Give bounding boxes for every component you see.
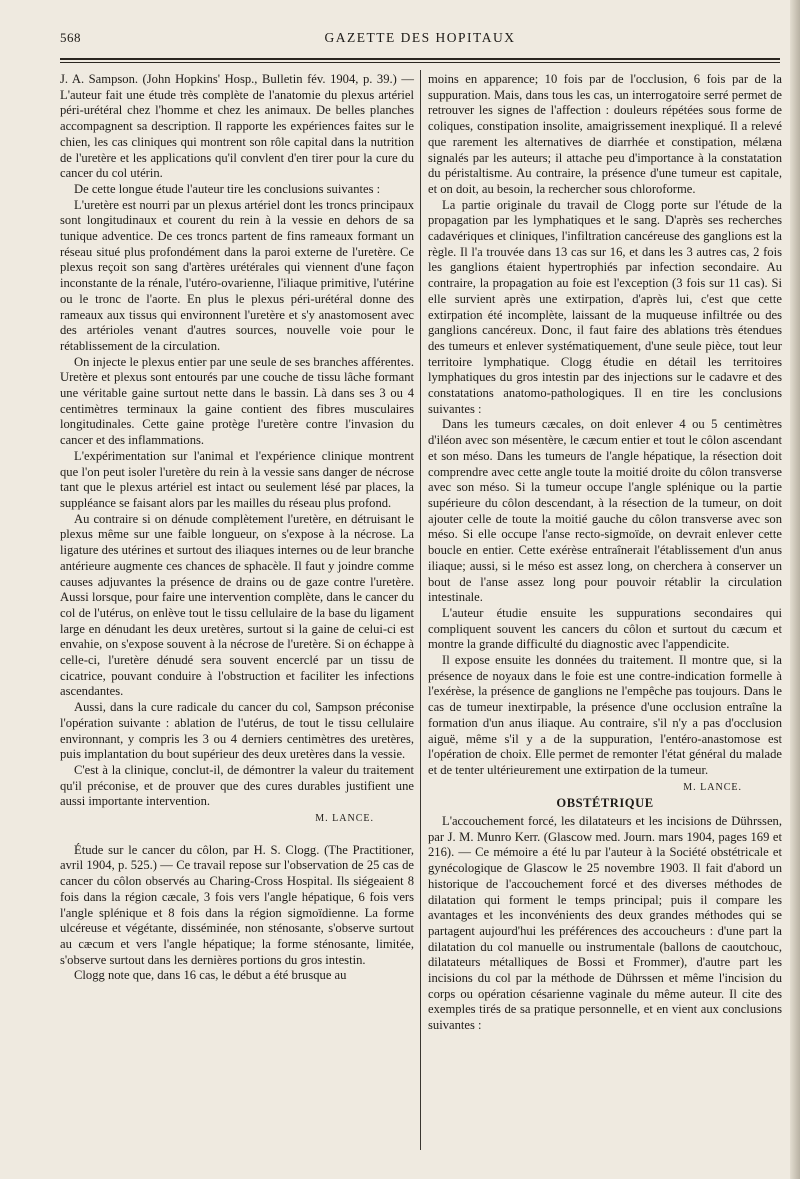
right-column: [428, 72, 782, 1034]
header-rule-thin: [60, 62, 780, 63]
paragraph: C'est à la clinique, conclut-il, de démontrer la valeur du traitement qu'il préconise, et de prouver que des cures durables justifient une aussi importante intervention.: [60, 762, 414, 809]
paragraph: Dans les tumeurs cæcales, on doit enlever 4 ou 5 centimètres d'iléon avec son mésentère, le cæcum entier et tout le côlon ascendant et son méso. Dans les tumeurs de l'angle hépatique, la résection doit comprendre avec cette angle toute la moitié droite du côlon transverse avec son méso. Si la tumeur occupe l'angle splénique ou la partie supérieure du côlon descendant, à la résection de la tumeur, on doit ajouter celle de toute la moitié gauche du côlon transverse avec son méso. Si elle occupe l'anse recto-sigmoïde, on devrait enlever cette boucle en entier. Cette exérèse entraînerait l'établissement d'un anus iliaque; aussi, si le méso est assez long, on cherchera à conserver un bout de l'anse assez long pour pouvoir rétablir la circulation intestinale.: [428, 417, 782, 605]
paragraph-continued: moins en apparence; 10 fois par de l'occlusion, 6 fois par de la suppuration. Mais, dans tous les cas, un interrogatoire serré permet de retrouver les signes de l'affection : douleurs répétées sous forme de coliques, constipation insolite, amaigrissement inexpliqué. Il a relevé que rarement les alternatives de diarrhée et constipation, mélæna signalés par les auteurs; il attache peu d'importance à la constatation du péristaltisme. Au contraire, la présence d'une tumeur est capitale, et on doit, au besoin, la rechercher sous chloroforme.: [428, 72, 782, 196]
paragraph: On injecte le plexus entier par une seule de ses branches afférentes. Uretère et plexus sont entourés par une couche de tissu lâche formant une véritable gaine surtout nette dans le bassin. Là dans ses 3 ou 4 centimètres terminaux la gaine contient des fibres musculaires longitudinales. Cette gaine protège l'uretère contre l'invasion du cancer et des inflammations.: [60, 354, 414, 448]
page-number: 568: [60, 30, 81, 45]
paragraph: L'uretère est nourri par un plexus artériel dont les troncs principaux sont longitudinaux et courent du rein à la vessie en dehors de sa tunique adventice. De ces troncs partent de fins rameaux formant un réseau situé plus profondément dans la paroi externe de l'uretère. Ce plexus reçoit son sang d'artères urétérales qui viennent d'une façon inconstante de la rénale, l'utéro-ovarienne, l'iliaque primitive, l'utérine ou le tronc de l'aorte. En plus le plexus péri-urétéral donne des rameaux aux tissus qui environnent l'uretère et s'y anastomosent avec des artérioles venant d'autres sources, nouvelle voie pour le rétablissement de la circulation.: [60, 197, 414, 353]
paragraph: La partie originale du travail de Clogg porte sur l'étude de la propagation par les lymphatiques et le sang. D'après ses recherches cadavériques et cliniques, l'infiltration cancéreuse des ganglions est la règle. Il l'a trouvée dans 13 cas sur 16, et dans les 3 autres cas, 2 fois les ganglions étaient hypertrophiés par infection secondaire. Au contraire, la propagation au foie est l'exception (3 fois sur 11 cas). Si elle survient après une extirpation, d'après lui, c'est que cette extirpation été incomplète, laissant de la muqueuse infiltrée ou des ganglions cancéreux. Donc, il faut faire des ablations très étendues des tumeurs et enlever systématiquement, d'une seule pièce, tout leur territoire lymphatique. Clogg étudie en détail les territoires lymphatiques du gros intestin par des injections sur le cadavre et des constatations anatomo-pathologiques. Il en tire les conclusions suivantes :: [428, 197, 782, 416]
section-heading: OBSTÉTRIQUE: [556, 796, 654, 811]
reviewer-signature: M. LANCE.: [683, 781, 742, 793]
page-header: [60, 30, 780, 52]
paragraph: L'auteur étudie ensuite les suppurations secondaires qui compliquent souvent les cancers du côlon et surtout du cæcum et montre la grande difficulté du diagnostic avec l'appendicite.: [428, 605, 782, 652]
kerr-review-opening: L'accouchement forcé, les dilatateurs et les incisions de Dührssen, par J. M. Munro Kerr. (Glascow med. Journ. mars 1904, pages 169 et 216). — Ce mémoire a été lu par l'auteur à la Société obstétricale et gynécologique de Glascow le 25 novembre 1903. Il fait d'abord un historique de l'accouchement forcé et des diverses méthodes de dilatation qui forment le temps principal; puis il compare les avantages et les inconvénients des deux grandes méthodes qui se partagent aujourd'hui les préférences des accoucheurs : d'une part la dilatation du col manuelle ou instrumentale (ballons de caoutchouc, dilatateurs métalliques de Bossi et Frommer), d'autre part les incisions du col par la méthode de Dührssen et même l'incision du corps ou opération césarienne vaginale du même auteur. Il cite des exemples tirés de sa pratique personnelle, et en vient aux conclusions suivantes :: [428, 814, 782, 1033]
paragraph: Il expose ensuite les données du traitement. Il montre que, si la présence de noyaux dans le foie est une contre-indication formelle à l'exérèse, la présence de ganglions ne l'empêche pas toujours. Dans le cas de tumeur inextirpable, la présence d'une occlusion entraîne la formation d'un anus iliaque. Au contraire, s'il n'y a pas d'occlusion aiguë, même s'il y a de la suppuration, l'entéro-anastomose est l'opération de choix. Elle permet de remonter l'état général du malade et de tenter ultérieurement une extirpation de la tumeur.: [428, 653, 782, 777]
paragraph: L'expérimentation sur l'animal et l'expérience clinique montrent que l'on peut isoler l'uretère du rein à la vessie sans danger de nécrose tant que le plexus artériel est intact ou seulement lésé par places, la suppléance se faisant alors par les mailles du réseau plus profond.: [60, 448, 414, 510]
clogg-review-opening: Étude sur le cancer du côlon, par H. S. Clogg. (The Practitioner, avril 1904, p. 525.) — Ce travail repose sur l'observation de 25 cas de cancer du côlon observés au Charing-Cross Hospital. Ils siégeaient 8 fois dans la région cæcale, 3 fois vers l'angle hépatique, 6 fois vers l'angle splénique et 8 fois dans la région sigmoïdienne. La forme ulcéreuse et végétante, disséminée, non sténosante, s'observe surtout au cæcum et vers l'angle hépatique; la forme sténosante, limitée, s'observe surtout dans les dernières portions du gros intestin.: [60, 842, 414, 967]
page-edge-shadow: [790, 0, 800, 1179]
reviewer-signature: M. LANCE.: [315, 813, 374, 825]
paragraph: Au contraire si on dénude complètement l'uretère, en détruisant le plexus même sur une faible longueur, on s'expose à la nécrose. La ligature des utérines et surtout des iliaques internes ou de leur branche antérieure augmente ces chances de sphacèle. Il faut y joindre comme causes adjuvantes la présence de drains ou de gaze contre l'uretère. Aussi lorsque, pour faire une intervention complète, dans le cancer du col de l'utérus, on enlève tout le tissu cellulaire de la base du ligament large en dénudant les deux uretères, surtout si la gaine de celui-ci est envahie, on s'expose souvent à la nécrose de l'uretère. Si on échappe à celle-ci, l'uretère dénudé sera souvent encerclé par un tissu de cicatrice, pouvant conduire à l'obstruction et faciliter les infections ascendantes.: [60, 511, 414, 699]
left-column: [60, 72, 414, 984]
column-divider: [420, 70, 421, 1150]
running-title: GAZETTE DES HOPITAUX: [324, 30, 516, 45]
section-gap: [60, 827, 414, 843]
paragraph: De cette longue étude l'auteur tire les conclusions suivantes :: [74, 181, 381, 196]
paragraph: Clogg note que, dans 16 cas, le début a été brusque au: [74, 968, 347, 983]
paragraph: Aussi, dans la cure radicale du cancer du col, Sampson préconise l'opération suivante : ablation de l'utérus, de tout le tissu cellulaire environnant, y compris les 3 ou 4 derniers centimètres des uretères, puis implantation du bout supérieur des deux uretères dans la vessie.: [60, 700, 414, 762]
header-rule: [60, 58, 780, 60]
sampson-review-opening: J. A. Sampson. (John Hopkins' Hosp., Bulletin fév. 1904, p. 39.) — L'auteur fait une étude très complète de l'anatomie du plexus artériel péri-urétéral chez l'homme et chez les animaux. De belles planches accompagnent sa description. Il rapporte les expériences faites sur le chien, les cas cliniques qui montrent son rôle capital dans la nutrition de l'uretère et les applications qu'il convlent d'en tirer pour la cure du cancer du col utérin.: [60, 72, 414, 181]
